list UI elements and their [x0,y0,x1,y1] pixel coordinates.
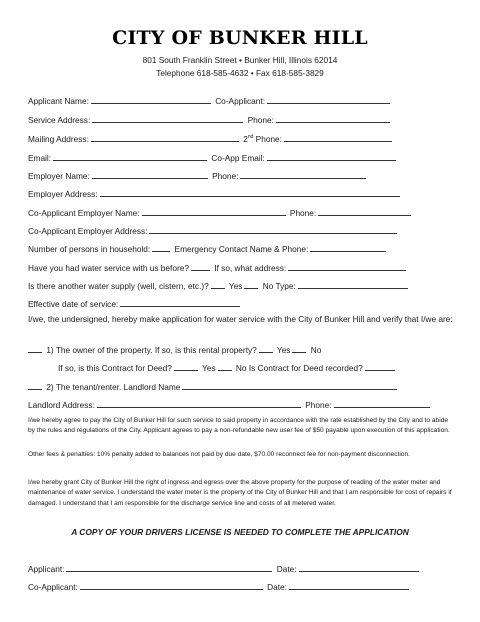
owner-field[interactable] [28,344,42,353]
declaration-intro: I/we, the undersigned, hereby make application for water service with the City of Bunker Hill and verify that I/we are: [28,314,453,324]
rental-yes-label: Yes [276,345,291,355]
contract-no-field[interactable] [218,362,232,371]
prior-address-label: If so, what address: [214,263,287,273]
other-supply-yes-field[interactable] [211,280,225,289]
second-phone-text: Phone: [253,134,282,144]
prior-address-field[interactable] [288,262,406,271]
co-applicant-signature-label: Co-Applicant: [28,582,78,592]
license-notice: A COPY OF YOUR DRIVERS LICENSE IS NEEDED TO COMPLETE THE APPLICATION [71,527,409,537]
co-employer-phone-field[interactable] [318,207,411,216]
phone-label: Phone: [247,115,274,125]
contract-recorded-label: Is Contract for Deed recorded? [248,363,363,373]
contract-deed-label: If so, is this Contract for Deed? [58,363,172,373]
applicant-date-field[interactable] [299,563,419,572]
owner-label: 1) The owner of the property. If so, is this rental property? [46,345,257,355]
other-supply-no-type-label: No Type: [262,281,296,291]
contract-recorded-field[interactable] [365,362,395,371]
row-contract-deed [58,362,397,373]
persons-field[interactable] [152,243,170,252]
applicant-name-label: Applicant Name: [28,96,89,106]
employer-name-field[interactable] [92,170,208,179]
contract-no-label: No [235,363,247,373]
co-employer-name-field[interactable] [142,207,286,216]
other-supply-no-field[interactable] [244,280,258,289]
row-co-employer [28,207,413,218]
persons-label: Number of persons in household: [28,244,151,254]
applicant-name-field[interactable] [91,95,211,104]
service-address-field[interactable] [92,114,243,123]
row-other-supply [28,280,410,291]
effective-date-field[interactable] [120,298,240,307]
other-supply-type-field[interactable] [298,280,408,289]
employer-name-label: Employer Name: [28,171,90,181]
row-prior-service [28,262,408,273]
co-employer-address-field[interactable] [149,225,397,234]
co-applicant-signature-field[interactable] [80,581,263,590]
row-mailing-address [28,133,394,144]
row-household [28,243,388,254]
co-app-email-field[interactable] [267,152,396,161]
mailing-address-label: Mailing Address: [28,134,89,144]
landlord-address-field[interactable] [97,399,301,408]
co-applicant-date-field[interactable] [289,581,409,590]
city-address: 801 South Franklin Street • Bunker Hill, Illinois 62014 [142,55,338,65]
second-phone-ordinal: nd [247,134,254,141]
rental-no-field[interactable] [292,344,306,353]
terms-fees: Other fees & penalties: 10% penalty added to balances not paid by due date, $70.00 reconnect fee for non-payment disconnection. [28,451,410,458]
applicant-signature-label: Applicant: [28,564,65,574]
applicant-signature-field[interactable] [66,563,272,572]
landlord-phone-field[interactable] [334,399,430,408]
co-employer-address-label: Co-Applicant Employer Address: [28,226,148,236]
email-field[interactable] [53,152,207,161]
second-phone-label [243,134,282,144]
landlord-address-label: Landlord Address: [28,400,95,410]
co-applicant-date-label: Date: [267,582,287,592]
terms-grant: I/we hereby grant City of Bunker Hill the right of ingress and egress over the above property for the purpose of reading of the water meter and maintenance of water service. I understand the water meter is the property of the City of Bunker Hill and that I am responsible for cost of repairs if damaged. I understand that I am responsible for the discharge service line and costs of all metered water. [28,479,452,507]
row-tenant [28,381,399,392]
email-label: Email: [28,153,52,163]
effective-date-label: Effective date of service: [28,299,119,309]
co-applicant-field[interactable] [267,95,390,104]
other-supply-label: Is there another water supply (well, cistern, etc.)? [28,281,209,291]
prior-service-field[interactable] [191,262,210,271]
employer-address-field[interactable] [100,188,400,197]
second-phone-number: 2 [243,134,248,144]
row-landlord-address [28,399,432,410]
emergency-contact-label: Emergency Contact Name & Phone: [174,244,309,254]
row-employer [28,170,368,181]
terms-agreement: I/we hereby agree to pay the City of Bunker Hill for such service to said property in accordance with the rate established by the City and to abide by the rules and regulations of the City. Applicant agrees to pay a non-refundable new user fee of $50 payable upon execution of this application. [28,417,450,435]
row-owner [28,344,321,355]
employer-phone-field[interactable] [240,170,366,179]
other-supply-yes-label: Yes [228,281,243,291]
phone-field[interactable] [276,114,390,123]
rental-no-label: No [310,345,322,355]
row-applicant [28,95,392,106]
mailing-address-field[interactable] [91,133,239,142]
tenant-field[interactable] [28,381,42,390]
tenant-label: 2) The tenant/renter. Landlord Name [46,382,181,392]
row-co-applicant-signature [28,581,411,592]
employer-address-label: Employer Address: [28,189,98,199]
row-applicant-signature [28,563,421,574]
page-title: CITY OF BUNKER HILL [112,27,368,49]
landlord-name-field[interactable] [182,381,397,390]
rental-yes-field[interactable] [259,344,273,353]
emergency-contact-field[interactable] [310,243,386,252]
co-applicant-label: Co-Applicant: [215,96,265,106]
row-service-address [28,114,392,125]
co-employer-name-label: Co-Applicant Employer Name: [28,208,140,218]
row-effective-date [28,298,242,309]
row-employer-address [28,188,402,199]
applicant-date-label: Date: [276,564,297,574]
prior-service-label: Have you had water service with us before? [28,263,189,273]
contract-yes-field[interactable] [174,362,198,371]
row-co-employer-address [28,225,399,236]
co-app-email-label: Co-App Email: [211,153,265,163]
co-employer-phone-label: Phone: [289,208,317,218]
contract-yes-label: Yes [202,363,216,373]
second-phone-field[interactable] [284,133,392,142]
service-address-label: Service Address: [28,115,91,125]
employer-phone-label: Phone: [212,171,239,181]
landlord-phone-label: Phone: [305,400,332,410]
row-email [28,152,398,163]
city-phone-fax: Telephone 618-585-4632 • Fax 618-585-3829 [156,68,324,78]
